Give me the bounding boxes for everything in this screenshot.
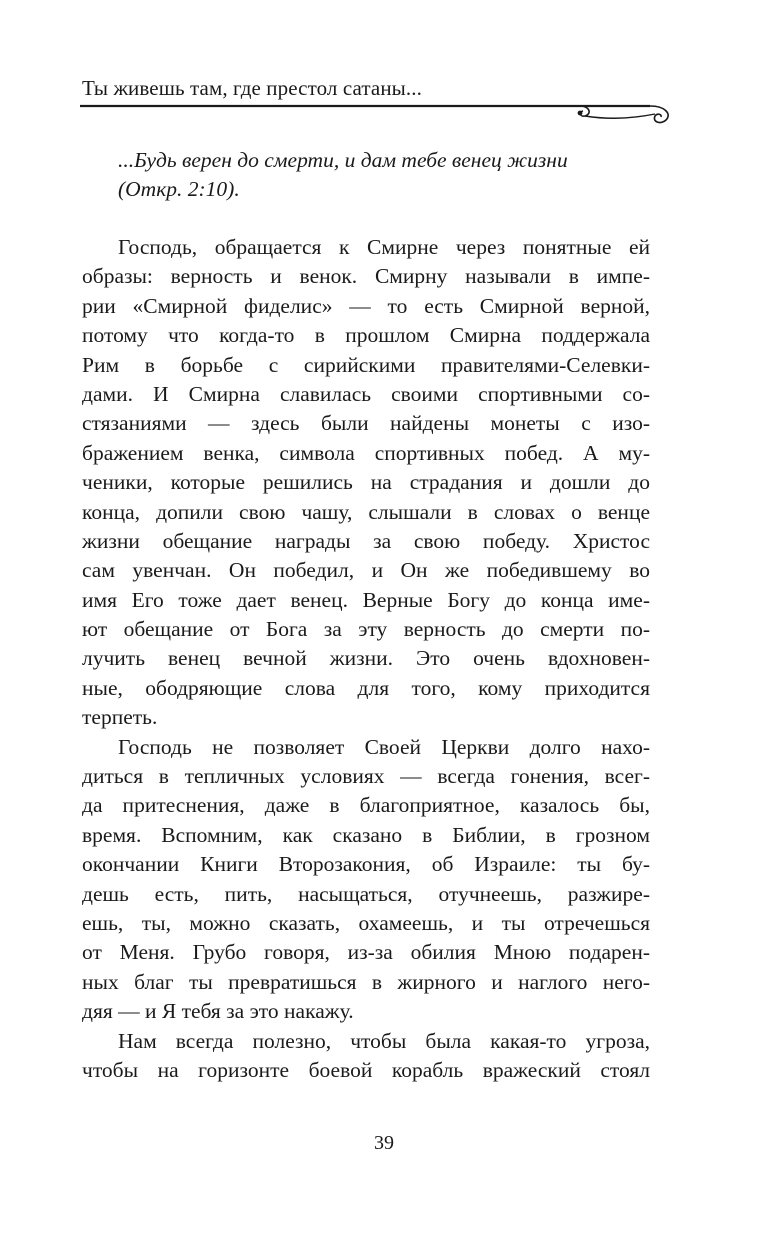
text-line: Господь не позволяет Своей Церкви долго нахо-	[118, 734, 650, 759]
text-line: сам увенчан. Он победил, и Он же победившему во	[82, 558, 650, 583]
epigraph-line: ...Будь верен до смерти, и дам тебе венец жизни	[118, 148, 568, 172]
text-line: стязаниями — здесь были найдены монеты с изо-	[82, 411, 650, 436]
text-line: время. Вспомним, как сказано в Библии, в грозном	[82, 822, 650, 847]
text-line: ешь, ты, можно сказать, охамеешь, и ты отречешься	[82, 910, 650, 935]
text-line: диться в тепличных условиях — всегда гонения, всег-	[82, 764, 650, 789]
text-line: ют обещание от Бога за эту верность до смерти по-	[82, 617, 650, 642]
text-line: ченики, которые решились на страдания и дошли до	[82, 470, 650, 495]
text-line: ные, ободряющие слова для того, кому приходится	[82, 675, 650, 700]
text-line: Рим в борьбе с сирийскими правителями-Селевки-	[82, 352, 650, 377]
text-line: дами. И Смирна славилась своими спортивными со-	[82, 381, 650, 406]
running-head: Ты живешь там, где престол сатаны...	[82, 76, 422, 100]
text-line: Нам всегда полезно, чтобы была какая-то угроза,	[118, 1028, 650, 1053]
text-line: имя Его тоже дает венец. Верные Богу до конца име-	[82, 587, 650, 612]
text-line: жизни обещание награды за свою победу. Христос	[82, 528, 650, 553]
text-line: лучить венец вечной жизни. Это очень вдохновен-	[82, 646, 650, 671]
text-line: конца, допили свою чашу, слышали в словах о венце	[82, 499, 650, 524]
text-line: Господь, обращается к Смирне через понятные ей	[118, 235, 650, 259]
text-line: рии «Смирной фиделис» — то есть Смирной верной,	[82, 293, 650, 318]
body-text	[82, 233, 650, 1085]
paragraph	[82, 1027, 650, 1086]
page-number: 39	[374, 1132, 394, 1154]
paragraph	[82, 733, 650, 1027]
text-line: терпеть.	[82, 705, 158, 730]
text-line: дешь есть, пить, насыщаться, отучнеешь, разжире-	[82, 881, 650, 906]
text-line: чтобы на горизонте боевой корабль вражеский стоял	[82, 1057, 650, 1082]
text-line: ных благ ты превратишься в жирного и наглого него-	[82, 969, 650, 994]
epigraph	[118, 146, 658, 204]
text-line: дяя — и Я тебя за это накажу.	[82, 999, 354, 1024]
text-line: от Меня. Грубо говоря, из-за обилия Мною подарен-	[82, 940, 650, 965]
text-line: бражением венка, символа спортивных побед. А му-	[82, 440, 650, 465]
text-line: образы: верность и венок. Смирну называли в импе-	[82, 264, 650, 289]
paragraph	[82, 233, 650, 733]
epigraph-line: (Откр. 2:10).	[118, 177, 240, 201]
text-line: окончании Книги Второзакония, об Израиле: ты бу-	[82, 852, 650, 877]
text-line: да притеснения, даже в благоприятное, казалось бы,	[82, 793, 650, 818]
header-rule-ornament	[80, 104, 680, 134]
text-line: потому что когда-то в прошлом Смирна поддержала	[82, 323, 650, 348]
